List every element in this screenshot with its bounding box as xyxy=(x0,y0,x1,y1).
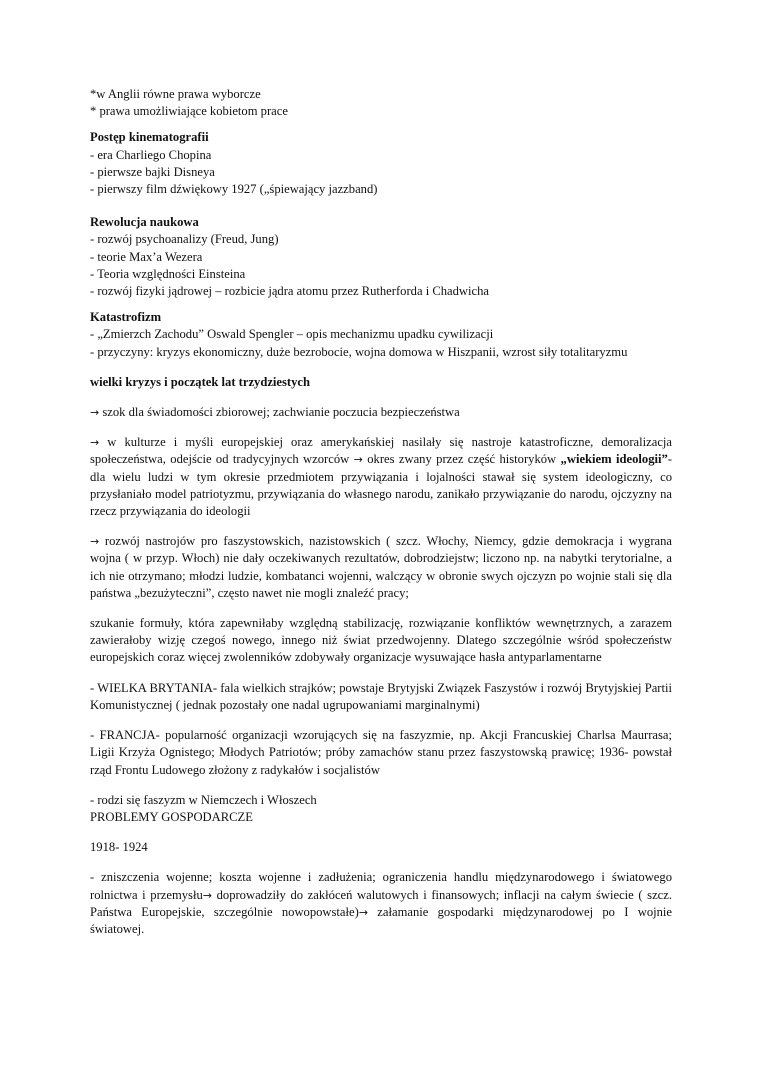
document-page xyxy=(90,86,672,938)
arrow-icon: → xyxy=(90,406,100,420)
economy-heading: PROBLEMY GOSPODARCZE xyxy=(90,809,253,824)
crisis-paragraph-2: → w kulturze i myśli europejskiej oraz amerykańskiej nasilały się nastroje katastroficzne, demoralizacja społeczeństwa, odejście od tradycyjnych wzorców → okres zwany przez część historyków „wiekiem ideologii”- dla wielu ludzi w tym okresie przedmiotem przywiązania i lojalności stawał się system ideologiczny, co przysłaniało model patriotyzmu, przywiązania do własnego narodu, zanikało przywiązanie do narodu, ojczyzny na rzecz przywiązania do ideologii xyxy=(90,435,672,519)
catastrophism-heading: Katastrofizm xyxy=(90,310,162,325)
economy-period: 1918- 1924 xyxy=(90,840,148,855)
crisis-paragraph-3: → rozwój nastrojów pro faszystowskich, nazistowskich ( szcz. Włochy, Niemcy, gdzie demokracja i wygrana wojna ( w przyp. Włoch) nie dały oczekiwanych rezultatów, dobrodziejstw; liczono np. na nabytki terytorialne, a ich nie otrzymano; młodzi ludzie, kombatanci wojenni, walczący w obronie swych ojczyzn po wojnie stali się dla państwa „bezużyteczni”, często nawet nie mogli znaleźć pracy; xyxy=(90,534,672,600)
list-item: - pierwszy film dźwiękowy 1927 („śpiewający jazzband) xyxy=(90,182,378,197)
crisis-paragraph-1: → szok dla świadomości zbiorowej; zachwianie poczucia bezpieczeństwa xyxy=(90,405,460,420)
crisis-paragraph-britain: - WIELKA BRYTANIA- fala wielkich strajków; powstaje Brytyjski Związek Faszystów i rozwój Brytyjskiej Partii Komunistycznej ( jednak pozostały one nadal ugrupowaniami marginalnymi) xyxy=(90,680,672,712)
crisis-paragraph-4: szukanie formuły, która zapewniłaby względną stabilizację, rozwiązanie konfliktów wewnętrznych, a zarazem zawierałoby wizję czegoś nowego, innego niż świat przedwojenny. Dlatego szczególnie wśród społeczeństw europejskich coraz więcej zwolenników zdobywały organizacje wysuwające hasła antyparlamentarne xyxy=(90,616,672,665)
intro-line-2: * prawa umożliwiające kobietom prace xyxy=(90,104,288,119)
arrow-icon: → xyxy=(358,905,369,919)
list-item: - rozwój fizyki jądrowej – rozbicie jądra atomu przez Rutherforda i Chadwicha xyxy=(90,284,489,299)
list-item: - pierwsze bajki Disneya xyxy=(90,164,215,179)
arrow-icon: → xyxy=(90,436,100,450)
economy-paragraph: - zniszczenia wojenne; koszta wojenne i zadłużenia; ograniczenia handlu międzynarodowego i światowego rolnictwa i przemysłu→ doprowadziły do zakłóceń walutowych i finansowych; inflacji na całym świecie ( szcz. Państwa Europejskie, szczególnie nowopowstałe)→ załamanie gospodarki międzynarodowej po I wojnie światowej. xyxy=(90,870,673,936)
crisis-paragraph-fascism: - rodzi się faszyzm w Niemczech i Włoszech xyxy=(90,792,317,807)
science-heading: Rewolucja naukowa xyxy=(90,215,199,230)
list-item: - przyczyny: kryzys ekonomiczny, duże bezrobocie, wojna domowa w Hiszpanii, wzrost siły totalitaryzmu xyxy=(90,344,628,359)
crisis-heading: wielki kryzys i początek lat trzydziestych xyxy=(90,374,310,389)
arrow-icon: → xyxy=(353,453,363,467)
list-item: - Teoria względności Einsteina xyxy=(90,266,246,281)
arrow-icon: → xyxy=(90,535,100,549)
intro-line-1: *w Anglii równe prawa wyborcze xyxy=(90,87,261,101)
ideology-age-term: „wiekiem ideologii” xyxy=(560,452,668,467)
list-item: - „Zmierzch Zachodu” Oswald Spengler – opis mechanizmu upadku cywilizacji xyxy=(90,327,494,342)
list-item: - rozwój psychoanalizy (Freud, Jung) xyxy=(90,232,279,247)
list-item: - era Charliego Chopina xyxy=(90,147,212,162)
crisis-paragraph-france: - FRANCJA- popularność organizacji wzorujących się na faszyzmie, np. Akcji Francuskiej Charlsa Maurrasa; Ligii Krzyża Ognistego; Młodych Patriotów; próby zamachów stanu przez faszystowską prawicę; 1936- powstał rząd Frontu Ludowego złożony z radykałów i socjalistów xyxy=(90,728,672,777)
arrow-icon: → xyxy=(202,888,212,902)
list-item: - teorie Max’a Wezera xyxy=(90,249,203,264)
cinema-heading: Postęp kinematografii xyxy=(90,130,209,145)
